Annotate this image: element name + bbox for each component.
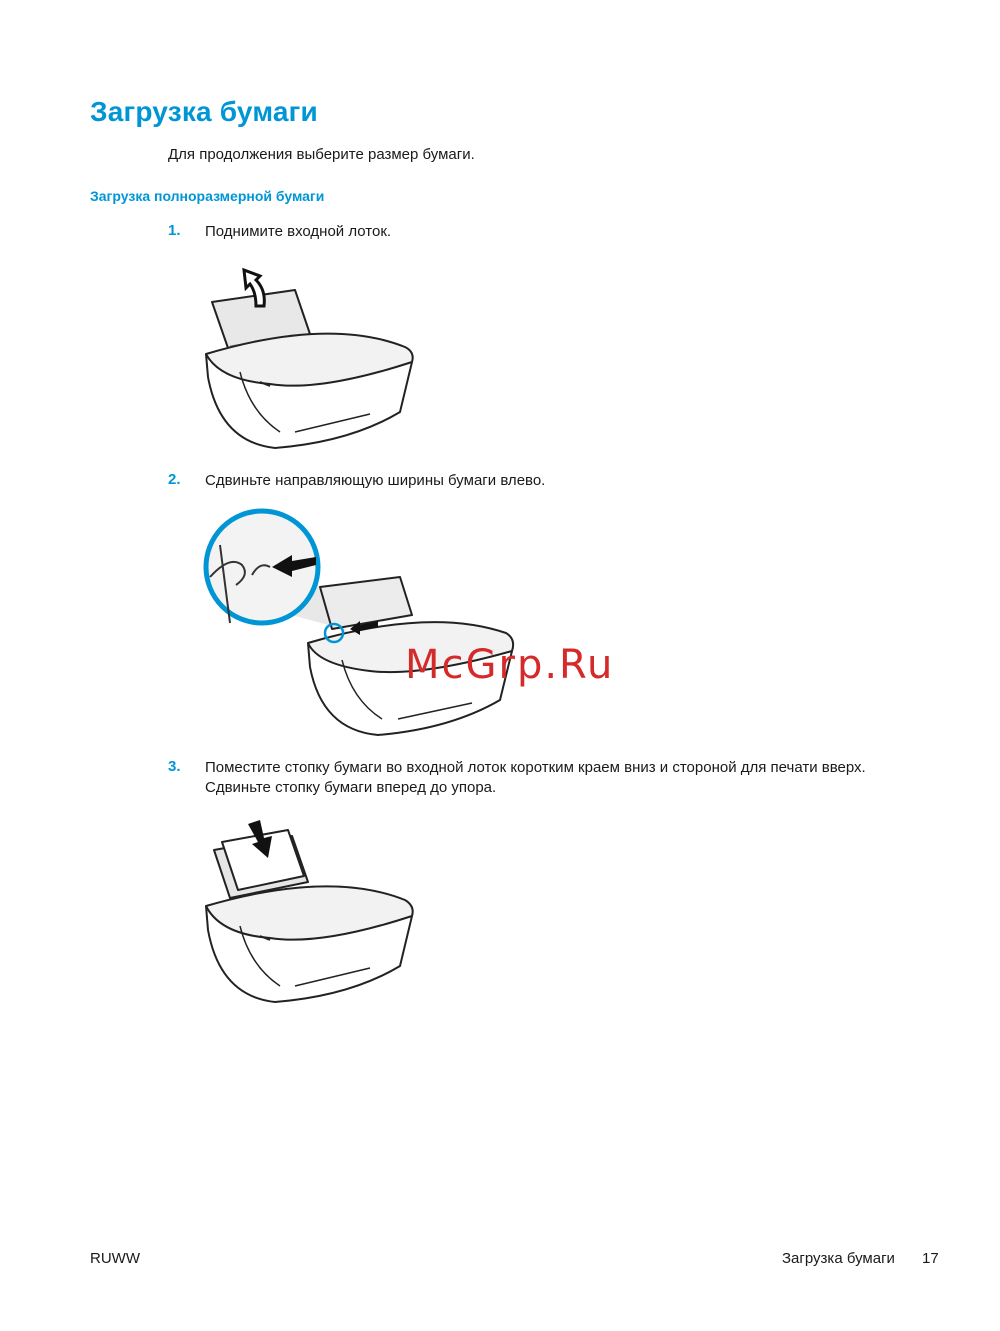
footer-left: RUWW [90,1250,140,1267]
step-2-text: Сдвиньте направляющую ширины бумаги влево. [205,472,546,489]
step-2-number: 2. [168,471,181,488]
section-title: Загрузка полноразмерной бумаги [90,188,325,204]
step-3-text-line-2: Сдвиньте стопку бумаги вперед до упора. [205,779,497,796]
step-3-text: Поместите стопку бумаги во входной лоток коротким краем вниз и стороной для печати вверх. [205,759,866,776]
page-number: 17 [922,1250,939,1267]
printer-raise-tray-illustration [200,262,425,457]
step-3-number: 3. [168,758,181,775]
intro-text: Для продолжения выберите размер бумаги. [168,146,475,163]
page-title: Загрузка бумаги [90,96,318,127]
step-1-text: Поднимите входной лоток. [205,223,392,240]
step-1-number: 1. [168,222,181,239]
watermark: McGrp.Ru [405,642,615,688]
printer-load-paper-illustration [200,812,425,1012]
footer-section: Загрузка бумаги [782,1250,895,1267]
printer-paper-guide-illustration [200,505,530,740]
